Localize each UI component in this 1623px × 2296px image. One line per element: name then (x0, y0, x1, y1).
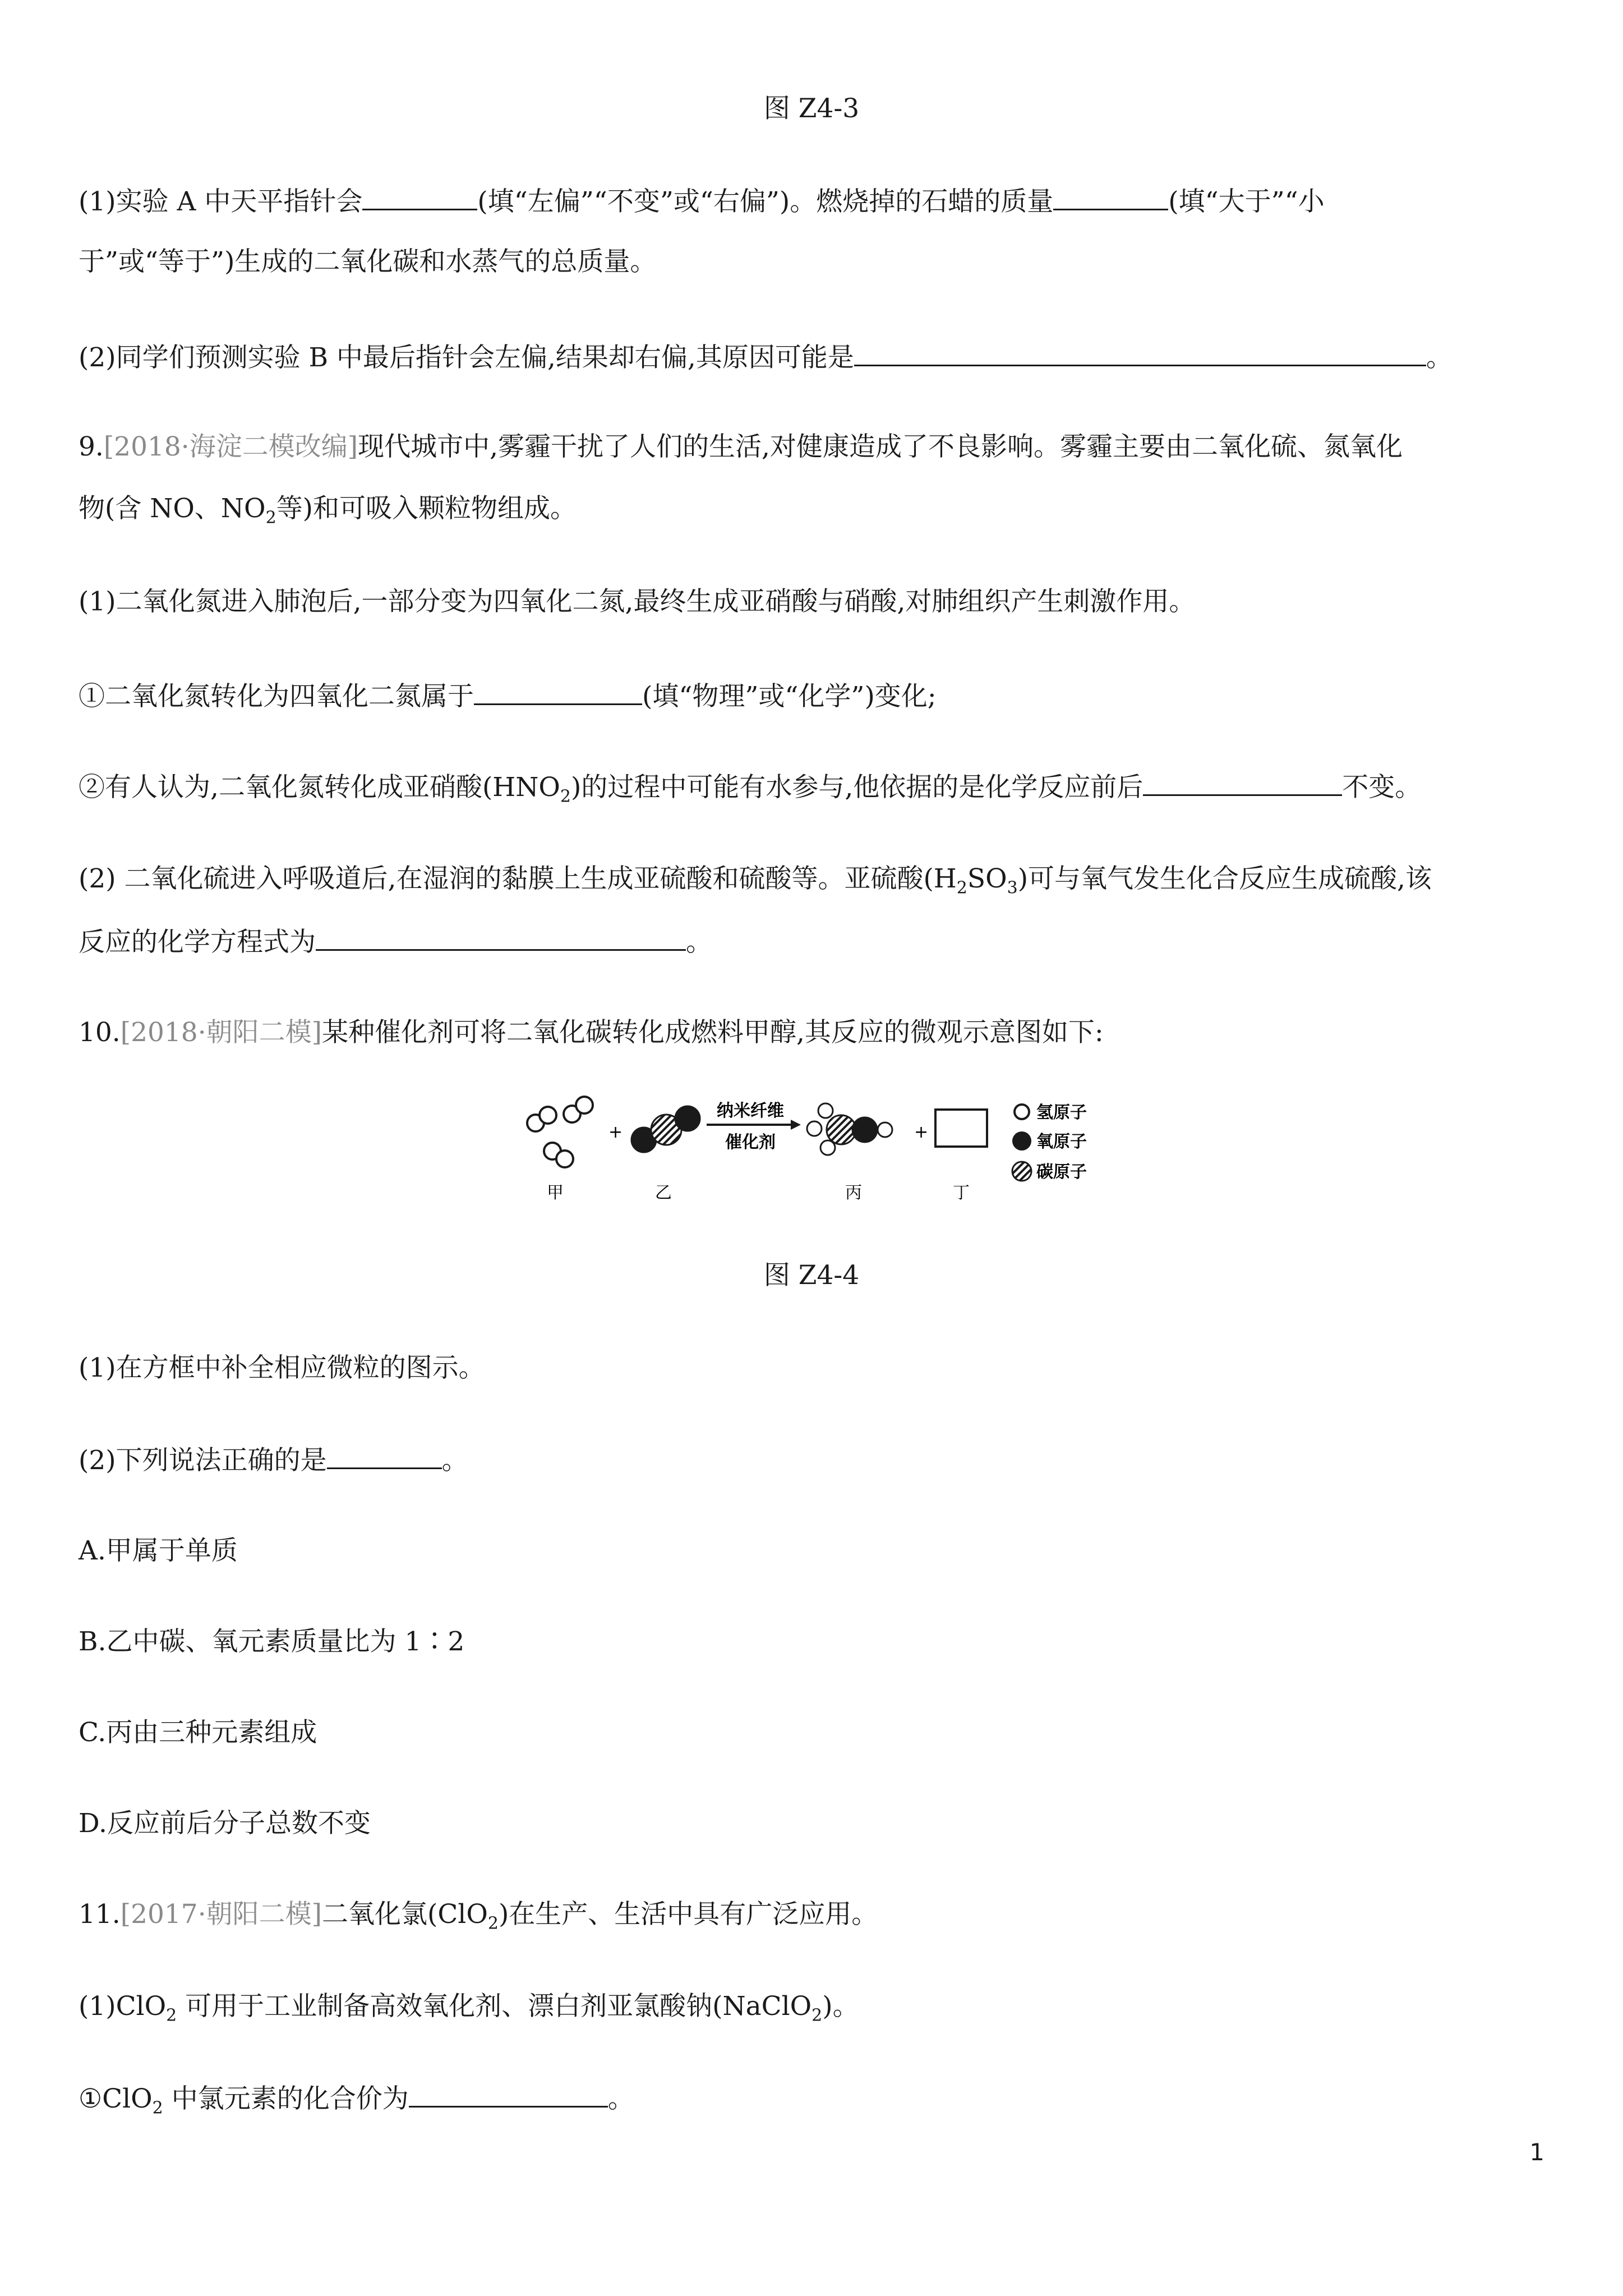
q11-text-b: )在生产、生活中具有广泛应用。 (498, 1899, 878, 1930)
answer-blank[interactable] (327, 1442, 442, 1469)
subscript: 2 (811, 2005, 823, 2026)
catalyst-label-top: 纳米纤维 (717, 1101, 784, 1121)
q11-line1 (79, 1897, 878, 1932)
oxygen-legend-icon (1012, 1131, 1031, 1151)
plus-sign: + (608, 1122, 623, 1142)
q9-sub2-text-d: 反应的化学方程式为 (79, 927, 316, 958)
subscript: 3 (1007, 878, 1018, 898)
oxygen-atom (852, 1117, 877, 1142)
subscript: 2 (487, 1913, 499, 1934)
q9-text-a: 物(含 NO、NO (79, 493, 266, 524)
carbon-atom (827, 1115, 856, 1144)
page-number: 1 (1529, 2138, 1544, 2166)
option-a: A.甲属于单质 (79, 1535, 238, 1566)
plus-sign: + (914, 1122, 929, 1142)
subscript: 2 (265, 508, 276, 528)
q9-sub2-text-a: (2) 二氧化硫进入呼吸道后,在湿润的黏膜上生成亚硫酸和硫酸等。亚硫酸(H (79, 863, 957, 894)
hydrogen-legend-icon (1015, 1105, 1029, 1119)
q11-sub1a-text-a: ①ClO (79, 2083, 153, 2114)
q9-sub1b-text-b: )的过程中可能有水参与,他依据的是化学反应前后 (571, 772, 1144, 803)
period: 。 (686, 927, 712, 958)
q8-part1-text-c: (填“大于”“小 (1168, 186, 1325, 217)
legend-hydrogen: 氢原子 (1036, 1103, 1087, 1122)
q9-line2 (79, 491, 577, 526)
hydrogen-atom (540, 1107, 556, 1124)
q9-text-b: 等)和可吸入颗粒物组成。 (276, 493, 577, 524)
q11-sub1a-text-b: 中氯元素的化合价为 (163, 2083, 409, 2114)
answer-blank[interactable] (1053, 183, 1168, 210)
label-bing: 丙 (845, 1183, 862, 1203)
reactant-jia-molecules (527, 1097, 593, 1167)
period: 。 (607, 2083, 634, 2114)
q9-sub2-text-b: SO (967, 863, 1007, 894)
q10-sub1: (1)在方框中补全相应微粒的图示。 (79, 1352, 485, 1383)
diagram-legend (1012, 1103, 1087, 1182)
figure-caption-z4-4: 图 Z4-4 (763, 1260, 860, 1291)
legend-carbon: 碳原子 (1036, 1162, 1087, 1182)
hydrogen-atom (556, 1151, 573, 1167)
answer-blank[interactable] (854, 339, 1426, 366)
q11-sub1a (79, 2080, 634, 2116)
q10-text: 某种催化剂可将二氧化碳转化成燃料甲醇,其反应的微观示意图如下: (321, 1017, 1104, 1048)
subscript: 2 (152, 2098, 163, 2118)
q11-sub1-text-a: (1)ClO (79, 1991, 167, 2022)
subscript: 2 (560, 786, 571, 807)
q11-sub1-text-b: 可用于工业制备高效氧化剂、漂白剂亚氯酸钠(NaClO (177, 1991, 812, 2022)
q9-sub2-text-c: )可与氧气发生化合反应生成硫酸,该 (1017, 863, 1432, 894)
period: 。 (1426, 342, 1453, 373)
arrow-head-icon (791, 1120, 801, 1130)
carbon-legend-icon (1012, 1162, 1031, 1181)
q8-part1-text-a: (1)实验 A 中天平指针会 (79, 186, 363, 217)
answer-blank[interactable] (409, 2080, 608, 2108)
answer-blank[interactable] (1143, 769, 1342, 796)
subscript: 2 (956, 878, 967, 898)
question-source: [2018·海淀二模改编] (103, 431, 358, 462)
hydrogen-atom (878, 1122, 892, 1137)
hydrogen-atom (576, 1097, 593, 1114)
catalyst-label-bottom: 催化剂 (725, 1133, 776, 1152)
question-source: [2017·朝阳二模] (120, 1899, 322, 1930)
oxygen-atom (675, 1106, 700, 1131)
q9-sub1: (1)二氧化氮进入肺泡后,一部分变为四氧化二氮,最终生成亚硝酸与硝酸,对肺组织产生刺激作用。 (79, 586, 1196, 617)
q8-part1-line2: 于”或“等于”)生成的二氧化碳和水蒸气的总质量。 (79, 246, 657, 277)
label-ding: 丁 (953, 1183, 970, 1203)
q10-sub2 (79, 1442, 468, 1478)
figure-caption-z4-3: 图 Z4-3 (763, 93, 860, 124)
label-yi: 乙 (655, 1183, 672, 1203)
question-number: 10. (79, 1017, 121, 1048)
option-c: C.丙由三种元素组成 (79, 1717, 317, 1748)
q9-sub1b (79, 769, 1421, 805)
q9-line1 (79, 430, 1403, 464)
legend-oxygen: 氧原子 (1036, 1132, 1087, 1152)
q11-text-a: 二氧化氯(ClO (321, 1899, 488, 1930)
q9-sub1b-text-c: 不变。 (1342, 772, 1422, 803)
answer-blank[interactable] (474, 678, 642, 705)
q8-part2-text: (2)同学们预测实验 B 中最后指针会左偏,结果却右偏,其原因可能是 (79, 342, 854, 373)
q11-sub1 (79, 1989, 859, 2024)
label-jia: 甲 (547, 1183, 564, 1203)
answer-blank[interactable] (362, 183, 477, 210)
q11-sub1-text-c: )。 (822, 1991, 859, 2022)
question-number: 9. (79, 431, 104, 462)
hydrogen-atom (818, 1103, 833, 1118)
q8-part1-line1 (79, 183, 1325, 219)
period: 。 (441, 1445, 468, 1476)
product-bing-molecule (807, 1103, 892, 1155)
product-ding-box[interactable] (935, 1110, 987, 1147)
q9-sub1a-text-b: (填“物理”或“化学”)变化; (642, 681, 937, 712)
q9-sub2-line2 (79, 923, 712, 960)
reaction-diagram (0, 1088, 1623, 1217)
q9-sub1b-text-a: ②有人认为,二氧化氮转化成亚硝酸(HNO (79, 772, 560, 803)
q9-text: 现代城市中,雾霾干扰了人们的生活,对健康造成了不良影响。雾霾主要由二氧化硫、氮氧化 (358, 431, 1403, 462)
q10-line1 (79, 1015, 1104, 1050)
option-d: D.反应前后分子总数不变 (79, 1808, 371, 1839)
answer-blank[interactable] (316, 923, 686, 951)
q8-part1-text-b: (填“左偏”“不变”或“右偏”)。燃烧掉的石蜡的质量 (477, 186, 1054, 217)
subscript: 2 (166, 2005, 177, 2026)
q9-sub1a (79, 678, 937, 714)
q10-sub2-text: (2)下列说法正确的是 (79, 1445, 327, 1476)
q9-sub2-line1 (79, 862, 1432, 896)
reactant-yi-molecule (631, 1106, 700, 1152)
hydrogen-atom (807, 1121, 822, 1136)
q9-sub1a-text-a: ①二氧化氮转化为四氧化二氮属于 (79, 681, 474, 712)
question-source: [2018·朝阳二模] (120, 1017, 322, 1048)
option-b: B.乙中碳、氧元素质量比为 1∶2 (79, 1626, 465, 1657)
question-number: 11. (79, 1899, 121, 1930)
q8-part2-line (79, 339, 1453, 375)
